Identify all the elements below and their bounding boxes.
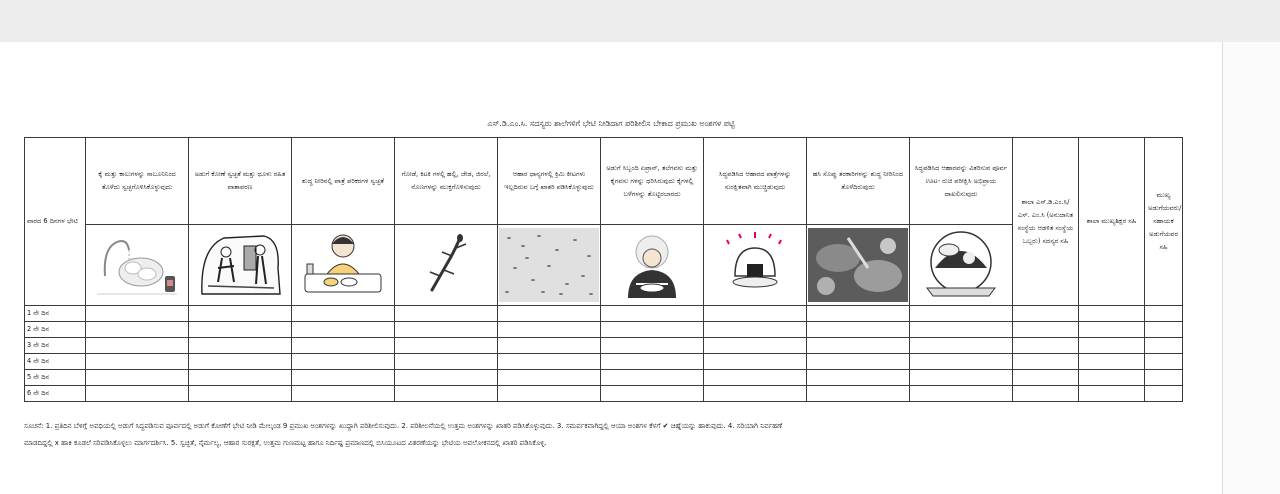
checkbox-cell[interactable] — [292, 322, 395, 338]
signature-cell[interactable] — [1013, 386, 1079, 402]
column-header-6: ಅಡುಗೆ ಸಿಬ್ಬಂದಿ ಏಪ್ರಾನ್, ತಲೆಗವಸು ಮತ್ತು ಕೈಗವಸು ಗಳನ್ನು ಧರಿಸಿರುವುದು ಕೈಗಳಲ್ಲಿ ಬಳೆಗಳನ್ನು ತೊಟ್ಟಿರಬಾರದು — [601, 138, 704, 225]
checkbox-cell[interactable] — [395, 386, 498, 402]
checkbox-cell[interactable] — [86, 338, 189, 354]
checkbox-cell[interactable] — [807, 370, 910, 386]
day-label: 5 ನೇ ದಿನ — [25, 370, 86, 386]
first-column-header: ವಾರದ 6 ದಿನಗಳ ಭೇಟಿ — [25, 138, 86, 306]
checkbox-cell[interactable] — [86, 386, 189, 402]
signature-cell[interactable] — [1079, 322, 1145, 338]
column-header-7: ಸಿದ್ಧಪಡಿಸಿದ ಆಹಾರದ ಪಾತ್ರೆಗಳನ್ನು ಸುರಕ್ಷಿತವಾಗಿ ಮುಚ್ಚಿಡುವುದು — [704, 138, 807, 225]
dishwashing-icon — [292, 225, 395, 306]
checkbox-cell[interactable] — [292, 386, 395, 402]
column-header-1: ಕೈ ಮತ್ತು ಕಾಲುಗಳನ್ನು ಸಾಬೂನಿನಿಂದ ತೊಳೆದು ಸ್ವಚ್ಛಗೊಳಿಸಿಕೊಳ್ಳುವುದು — [86, 138, 189, 225]
checkbox-cell[interactable] — [498, 306, 601, 322]
day-label: 3 ನೇ ದಿನ — [25, 338, 86, 354]
checkbox-cell[interactable] — [189, 370, 292, 386]
checkbox-cell[interactable] — [292, 370, 395, 386]
illustration-row — [25, 225, 1183, 306]
instructions-note — [24, 418, 1174, 452]
sdmc-signature-header: ಶಾಲಾ ಎಸ್.ಡಿ.ಎಂ.ಸಿ/ಎಸ್. ಎಂ.ಸಿ (ಅನುದಾನಿತ ಸಂಸ್ಥೆಯ ಆಡಳಿತ ಸಂಸ್ಥೆಯ ಒಬ್ಬರು) ಸದಸ್ಯರ ಸಹಿ — [1013, 138, 1079, 306]
column-header-9: ಸಿದ್ಧಪಡಿಸಿದ ಆಹಾರವನ್ನು ವಿತರಿಸುವ ಪೂರ್ವ ಊಟ- ರುಚಿ ಪರೀಕ್ಷಿಸಿ ಅಭಿಪ್ರಾಯ ದಾಖಲಿಸುವುದು — [910, 138, 1013, 225]
checkbox-cell[interactable] — [704, 370, 807, 386]
checkbox-cell[interactable] — [498, 338, 601, 354]
signature-cell[interactable] — [1079, 386, 1145, 402]
table-row — [25, 306, 1183, 322]
checkbox-cell[interactable] — [86, 354, 189, 370]
vegetables-icon — [807, 225, 910, 306]
checkbox-cell[interactable] — [601, 370, 704, 386]
checkbox-cell[interactable] — [86, 370, 189, 386]
checkbox-cell[interactable] — [704, 306, 807, 322]
signature-cell[interactable] — [1079, 338, 1145, 354]
checkbox-cell[interactable] — [704, 338, 807, 354]
day-label: 2 ನೇ ದಿನ — [25, 322, 86, 338]
document-title: ಎಸ್.ಡಿ.ಎಂ.ಸಿ. ಸದಸ್ಯರು ಶಾಲೆಗಳಿಗೆ ಭೇಟಿ ನೀಡಿದಾಗ ಪರಿಶೀಲಿಸ ಬೇಕಾದ ಪ್ರಮುಖ ಅಂಶಗಳ ಪಟ್ಟಿ — [487, 119, 735, 128]
checkbox-cell[interactable] — [395, 370, 498, 386]
checkbox-cell[interactable] — [189, 354, 292, 370]
column-header-3: ಶುದ್ಧ ನೀರಿನಲ್ಲಿ ಪಾತ್ರೆ ಪರಿಕರಗಳ ಸ್ವಚ್ಛತೆ — [292, 138, 395, 225]
signature-cell[interactable] — [1013, 306, 1079, 322]
checkbox-cell[interactable] — [807, 338, 910, 354]
checkbox-cell[interactable] — [910, 386, 1013, 402]
checkbox-cell[interactable] — [601, 338, 704, 354]
handwash-icon — [86, 225, 189, 306]
signature-cell[interactable] — [1145, 386, 1183, 402]
checkbox-cell[interactable] — [704, 322, 807, 338]
signature-cell[interactable] — [1013, 354, 1079, 370]
day-label: 4 ನೇ ದಿನ — [25, 354, 86, 370]
headmaster-signature-header: ಶಾಲಾ ಮುಖ್ಯಶಿಕ್ಷರ ಸಹಿ — [1079, 138, 1145, 306]
column-header-5: ಆಹಾರ ಧಾನ್ಯಗಳಲ್ಲಿ ಕ್ರಿಮಿ ಕೀಟಗಳು ಇಲ್ಲದಿರುವ ಬಗ್ಗೆ ಖಾತರಿ ಪಡಿಸಿಕೊಳ್ಳುವುದು — [498, 138, 601, 225]
checkbox-cell[interactable] — [704, 386, 807, 402]
checkbox-cell[interactable] — [807, 322, 910, 338]
table-row — [25, 338, 1183, 354]
checkbox-cell[interactable] — [910, 370, 1013, 386]
note-line-1: ಸೂಚನೆ: 1. ಪ್ರತಿದಿನ ಬೆಳಿಗ್ಗೆ ಅವಧಿಯಲ್ಲಿ ಅಡುಗೆ ಸಿದ್ಧಪಡಿಸುವ ಪೂರ್ವದಲ್ಲಿ ಅಡುಗೆ ಕೋಣೆಗೆ ಭೇಟಿ ನೀಡಿ ಮೇಲ್ಕಂಡ 9 ಪ್ರಮುಖ ಅಂಶಗಳನ್ನು ಖುದ್ದಾಗಿ ಪರಿಶೀಲಿಸುವುದು. 2. ಪರಿಶೀಲನೆಯಲ್ಲಿ ಉತ್ತಮ ಅಂಶಗಳನ್ನು ಖಾತರಿ ಪಡಿಸಿಕೊಳ್ಳುವುದು. 3. ಸಮರ್ಪಕವಾಗಿದ್ದಲ್ಲಿ ಆಯಾ ಅಂಶಗಳ ಕೆಳಗೆ ✔ ಚಿಹ್ನೆಯನ್ನು ಹಾಕುವುದು. 4. ಸರಿಯಾಗಿ ನಿರ್ವಹಣೆ — [24, 422, 783, 430]
grains-icon — [498, 225, 601, 306]
checkbox-cell[interactable] — [86, 322, 189, 338]
checkbox-cell[interactable] — [292, 338, 395, 354]
checkbox-cell[interactable] — [807, 306, 910, 322]
checkbox-cell[interactable] — [910, 354, 1013, 370]
column-header-4: ಗೋಡೆ, ಕಿಟಕಿ ಗಳಲ್ಲಿ ಹಲ್ಲಿ, ಜೇಡ, ಜಿರಲೆ, ನೊಣಗಳನ್ನು ಮುಕ್ತಗೊಳಿಸುವುದು — [395, 138, 498, 225]
checkbox-cell[interactable] — [395, 354, 498, 370]
signature-cell[interactable] — [1013, 322, 1079, 338]
signature-cell[interactable] — [1013, 370, 1079, 386]
lizard-icon — [395, 225, 498, 306]
checklist-table — [24, 137, 1183, 402]
signature-cell[interactable] — [1079, 354, 1145, 370]
checkbox-cell[interactable] — [910, 338, 1013, 354]
table-row — [25, 322, 1183, 338]
signature-cell[interactable] — [1145, 370, 1183, 386]
cook-icon — [601, 225, 704, 306]
checkbox-cell[interactable] — [704, 354, 807, 370]
kitchen-cleaning-icon — [189, 225, 292, 306]
day-label: 6 ನೇ ದಿನ — [25, 386, 86, 402]
header-row — [25, 138, 1183, 225]
checkbox-cell[interactable] — [601, 322, 704, 338]
note-line-2: ಮಾಡದಿದ್ದಲ್ಲಿ x ಹಾಕಿ ಕೂಡಲೆ ಸರಿಪಡಿಸಿಕೊಳ್ಳಲು ಮಾರ್ಗದರ್ಶಿಸಿ. 5. ಸ್ವಚ್ಛತೆ, ನೈರ್ಮಲ್ಯ, ಆಹಾರ ಸುರಕ್ಷತೆ, ಉತ್ತಮ ಗುಣಮಟ್ಟ ಹಾಗೂ ನಿರ್ದಿಷ್ಟ ಪ್ರಮಾಣದಲ್ಲಿ ಬಿಸಿಯೂಟದ ವಿತರಣೆಯನ್ನು ಭೇಟಿಯ ಅವಲೋಕನದಲ್ಲಿ ಖಾತರಿ ಪಡಿಸಿಕೊಳ್ಳಿ. — [24, 439, 547, 447]
page-edge — [1222, 42, 1280, 494]
checkbox-cell[interactable] — [189, 322, 292, 338]
checkbox-cell[interactable] — [498, 370, 601, 386]
table-row — [25, 370, 1183, 386]
checkbox-cell[interactable] — [395, 322, 498, 338]
column-header-2: ಅಡುಗೆ ಕೋಣೆ ಸ್ವಚ್ಛತೆ ಮತ್ತು ಧೂಳು ರಹಿತ ವಾತಾವರಣ — [189, 138, 292, 225]
checkbox-cell[interactable] — [86, 306, 189, 322]
covered-pot-icon — [704, 225, 807, 306]
checkbox-cell[interactable] — [395, 338, 498, 354]
checkbox-cell[interactable] — [910, 322, 1013, 338]
column-header-8: ಹಸಿ ಸೊಪ್ಪು ತರಕಾರಿಗಳನ್ನು ಶುದ್ಧ ನೀರಿನಿಂದ ತೊಳೆದಿರುವುದು — [807, 138, 910, 225]
checkbox-cell[interactable] — [292, 306, 395, 322]
signature-cell[interactable] — [1079, 306, 1145, 322]
cook-signature-header: ಮುಖ್ಯ ಅಡುಗೆಯವರು/ಸಹಾಯಕ ಅಡುಗೆಯವರ ಸಹಿ — [1145, 138, 1183, 306]
signature-cell[interactable] — [1079, 370, 1145, 386]
checkbox-cell[interactable] — [189, 306, 292, 322]
signature-cell[interactable] — [1145, 306, 1183, 322]
signature-cell[interactable] — [1145, 338, 1183, 354]
day-label: 1 ನೇ ದಿನ — [25, 306, 86, 322]
checkbox-cell[interactable] — [807, 354, 910, 370]
signature-cell[interactable] — [1145, 354, 1183, 370]
checkbox-cell[interactable] — [395, 306, 498, 322]
checkbox-cell[interactable] — [601, 386, 704, 402]
checkbox-cell[interactable] — [498, 354, 601, 370]
signature-cell[interactable] — [1013, 338, 1079, 354]
table-row — [25, 354, 1183, 370]
table-row — [25, 386, 1183, 402]
chef-tasting-icon — [910, 225, 1013, 306]
checkbox-cell[interactable] — [807, 386, 910, 402]
checkbox-cell[interactable] — [601, 306, 704, 322]
checkbox-cell[interactable] — [498, 386, 601, 402]
checkbox-cell[interactable] — [601, 354, 704, 370]
checkbox-cell[interactable] — [910, 306, 1013, 322]
checkbox-cell[interactable] — [189, 386, 292, 402]
signature-cell[interactable] — [1145, 322, 1183, 338]
checkbox-cell[interactable] — [189, 338, 292, 354]
checkbox-cell[interactable] — [292, 354, 395, 370]
checkbox-cell[interactable] — [498, 322, 601, 338]
